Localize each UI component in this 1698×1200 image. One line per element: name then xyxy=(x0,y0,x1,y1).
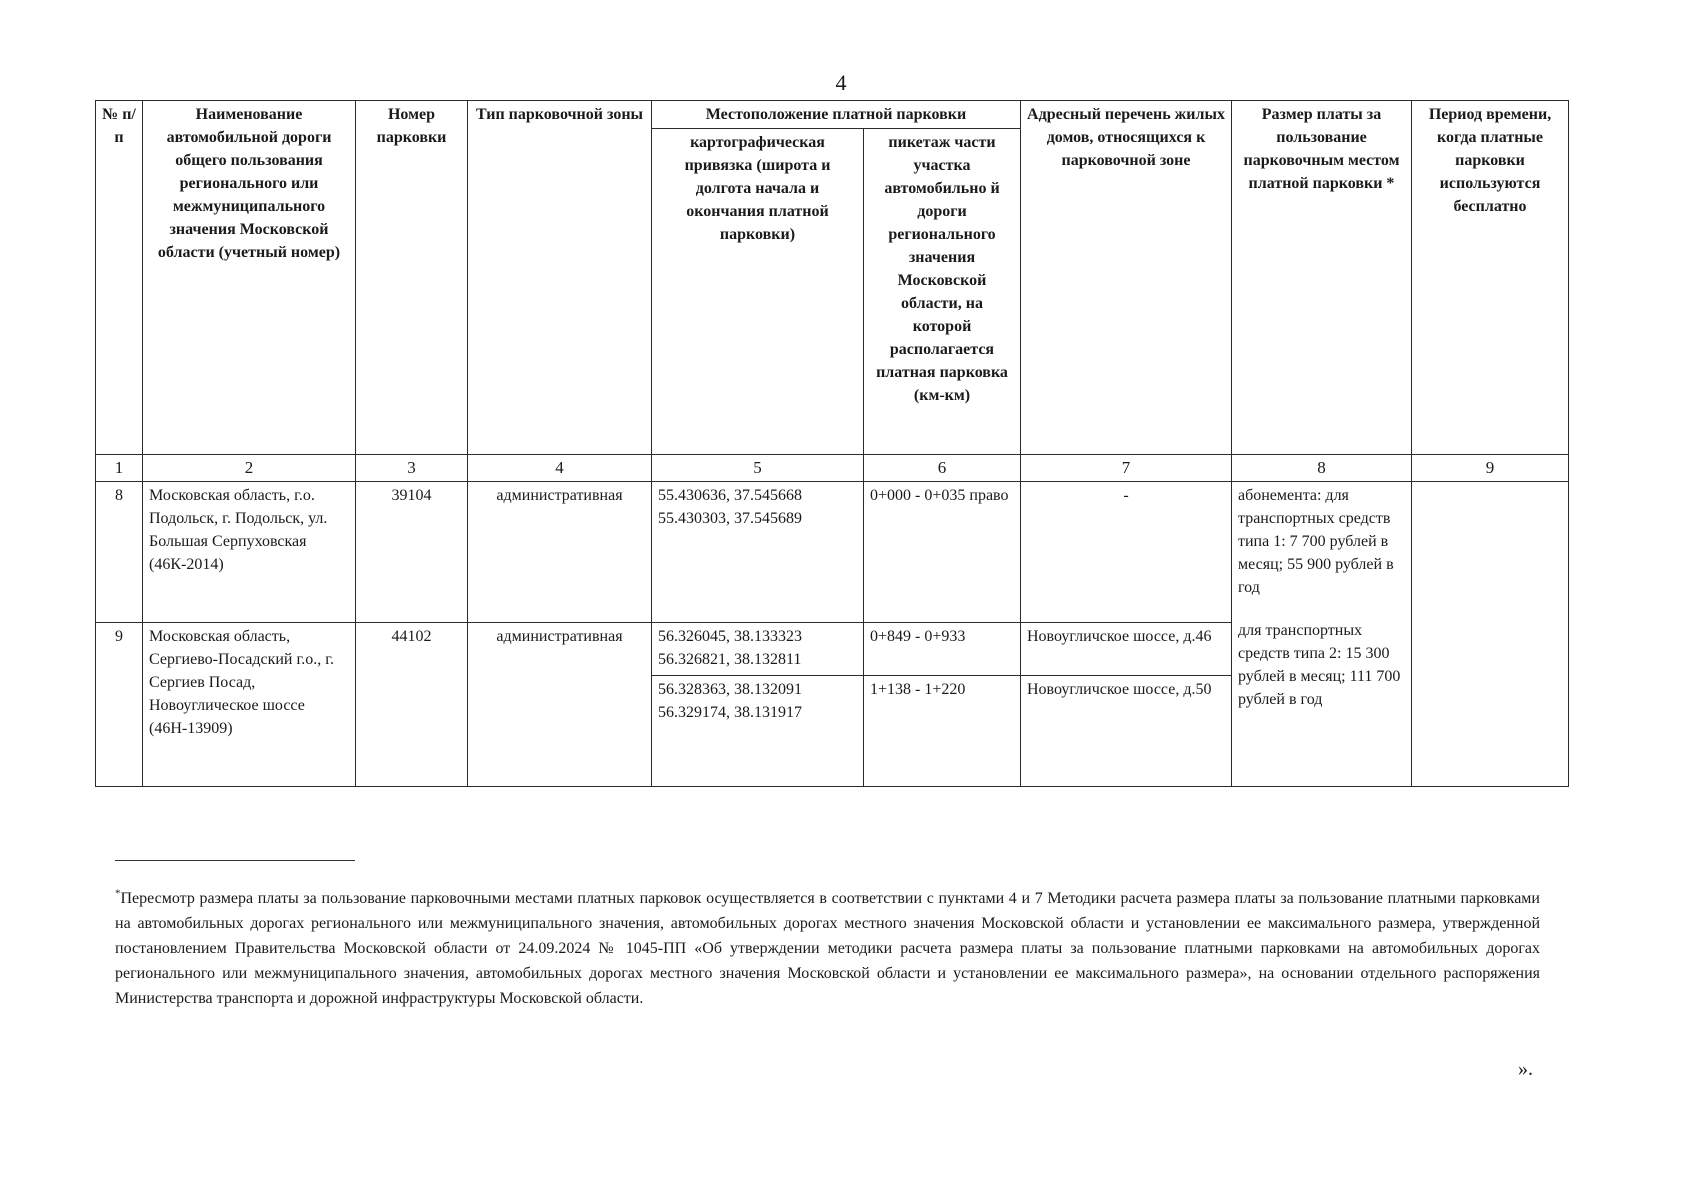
column-number-cell: 6 xyxy=(864,455,1021,482)
column-number-cell: 1 xyxy=(96,455,143,482)
road-name: Московская область, Сергиево-Посадский г.о., г. Сергиев Посад, Новоуглическое шоссе (46Н-13909) xyxy=(143,623,356,787)
header-col-picket: пикетаж части участка автомобильно й дороги регионального значения Московской области, на которой располагается платная парковка (км-км) xyxy=(864,129,1021,455)
header-col-addresses: Адресный перечень жилых домов, относящихся к парковочной зоне xyxy=(1021,101,1232,455)
column-number-cell: 9 xyxy=(1412,455,1569,482)
header-col-free-period: Период времени, когда платные парковки используются бесплатно xyxy=(1412,101,1569,455)
header-col-road: Наименование автомобильной дороги общего пользования регионального или межмуниципального значения Московской области (учетный номер) xyxy=(143,101,356,455)
address-list: - xyxy=(1021,482,1232,623)
header-location-group: Местоположение платной парковки xyxy=(652,101,1021,129)
column-number-cell: 8 xyxy=(1232,455,1412,482)
footnote-marker: * xyxy=(115,887,121,900)
header-col-coordinates: картографическая привязка (широта и долгота начала и окончания платной парковки) xyxy=(652,129,864,455)
free-period-cell xyxy=(1412,482,1569,787)
column-number-cell: 2 xyxy=(143,455,356,482)
zone-type: административная xyxy=(468,623,652,787)
header-row-1 xyxy=(96,101,1569,129)
picket: 0+849 - 0+933 xyxy=(864,623,1021,676)
row-number: 8 xyxy=(96,482,143,623)
coordinates: 55.430636, 37.545668 55.430303, 37.545689 xyxy=(652,482,864,623)
header-col-fee: Размер платы за пользование парковочным местом платной парковки * xyxy=(1232,101,1412,455)
table-row xyxy=(96,482,1569,623)
footnote-text: Пересмотр размера платы за пользование парковочными местами платных парковок осуществляется в соответствии с пунктами 4 и 7 Методики расчета размера платы за пользование платными парковками на автомобильных дорогах регионального или межмуниципального значения, автомобильных дорогах местного значения Московской области и установлении ее максимального размера, утвержденной постановлением Правительства Московской области от 24.09.2024 № 1045-ПП «Об утверждении методики расчета размера платы за пользование платными парковками на автомобильных дорогах регионального или межмуниципального значения, автомобильных дорогах местного значения Московской области и установлении ее максимального размера», на основании отдельного распоряжения Министерства транспорта и дорожной инфраструктуры Московской области. xyxy=(115,890,1540,1007)
parking-number: 39104 xyxy=(356,482,468,623)
column-number-cell: 5 xyxy=(652,455,864,482)
coordinates: 56.326045, 38.133323 56.326821, 38.132811 xyxy=(652,623,864,676)
parking-number: 44102 xyxy=(356,623,468,787)
parking-table xyxy=(95,100,1569,787)
road-name: Московская область, г.о. Подольск, г. Подольск, ул. Большая Серпуховская (46К-2014) xyxy=(143,482,356,623)
column-number-cell: 4 xyxy=(468,455,652,482)
fee-type-2: для транспортных средств типа 2: 15 300 рублей в месяц; 111 700 рублей в год xyxy=(1238,622,1401,708)
picket: 0+000 - 0+035 право xyxy=(864,482,1021,623)
header-col-parking-number: Номер парковки xyxy=(356,101,468,455)
address-list: Новоугличское шоссе, д.50 xyxy=(1021,676,1232,787)
column-number-cell: 3 xyxy=(356,455,468,482)
picket: 1+138 - 1+220 xyxy=(864,676,1021,787)
header-col-number: № п/п xyxy=(96,101,143,455)
column-number-row xyxy=(96,455,1569,482)
column-number-cell: 7 xyxy=(1021,455,1232,482)
page-number: 4 xyxy=(835,70,847,95)
footnote xyxy=(115,886,1540,1011)
zone-type: административная xyxy=(468,482,652,623)
header-col-zone-type: Тип парковочной зоны xyxy=(468,101,652,455)
fee-cell xyxy=(1232,482,1412,787)
footnote-divider xyxy=(115,860,355,861)
closing-quote-mark: ». xyxy=(1518,1058,1533,1080)
address-list: Новоугличское шоссе, д.46 xyxy=(1021,623,1232,676)
coordinates: 56.328363, 38.132091 56.329174, 38.131917 xyxy=(652,676,864,787)
fee-type-1: абонемента: для транспортных средств типа 1: 7 700 рублей в месяц; 55 900 рублей в год xyxy=(1238,487,1394,596)
row-number: 9 xyxy=(96,623,143,787)
